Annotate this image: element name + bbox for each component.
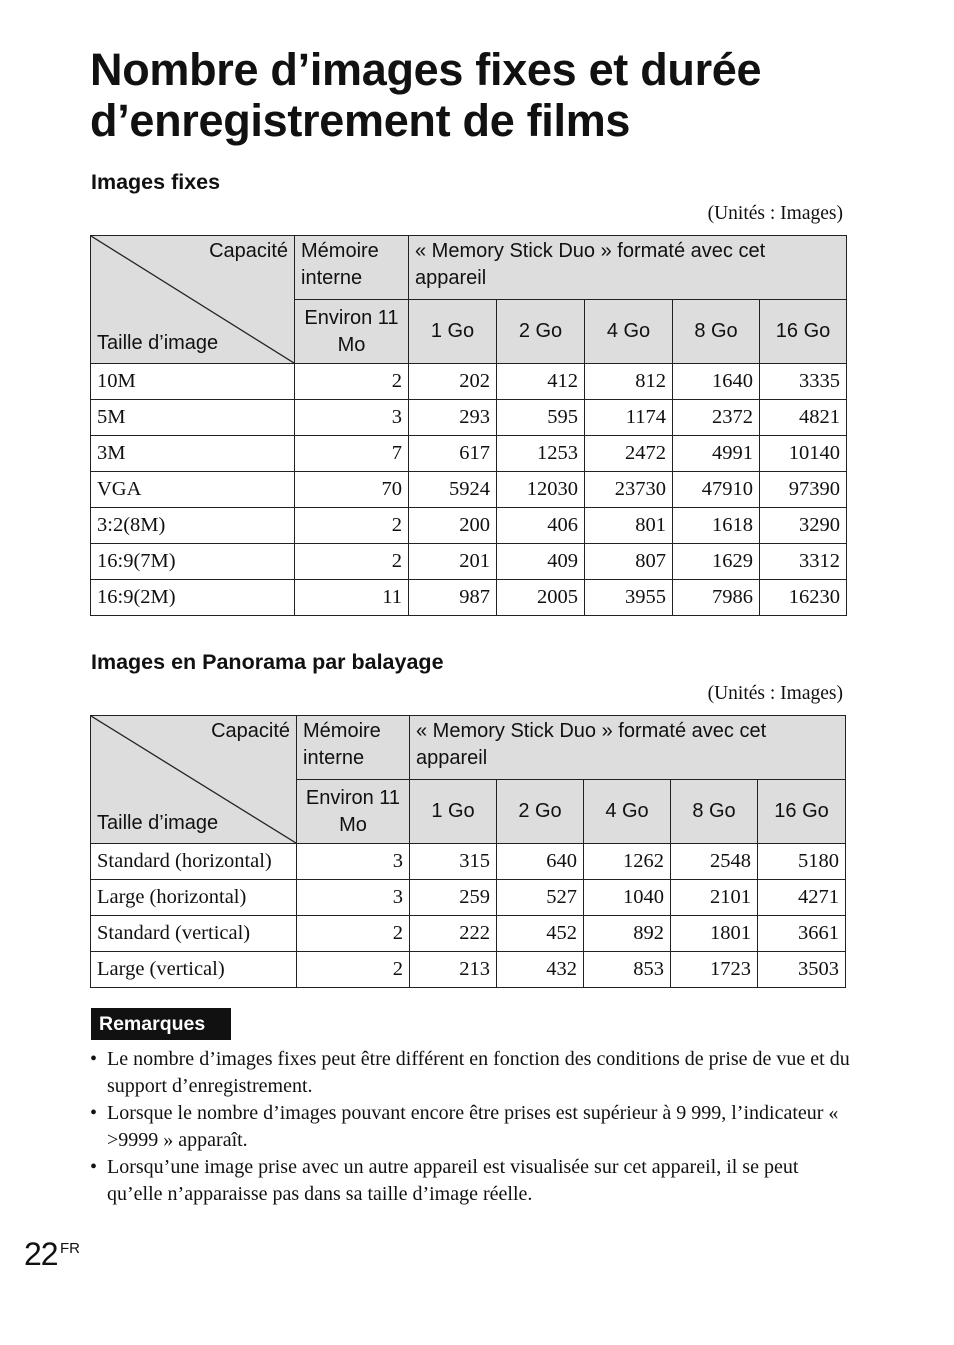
table-cell: 3312 bbox=[760, 544, 847, 580]
memory-stick-header: « Memory Stick Duo » formaté avec cet appareil bbox=[410, 716, 846, 780]
table-cell: 1253 bbox=[497, 436, 585, 472]
column-header: 8 Go bbox=[671, 780, 758, 844]
table-row bbox=[91, 844, 846, 880]
table-cell: 2 bbox=[295, 544, 409, 580]
capacity-label: Capacité bbox=[209, 240, 288, 262]
table-cell: 201 bbox=[409, 544, 497, 580]
table-corner-cell bbox=[91, 716, 297, 844]
table-cell: 200 bbox=[409, 508, 497, 544]
table-cell: 3290 bbox=[760, 508, 847, 544]
notes-list bbox=[90, 1046, 850, 1208]
bullet-icon: • bbox=[90, 1102, 98, 1124]
panorama-table bbox=[90, 715, 846, 988]
internal-memory-header: Mémoire interne bbox=[295, 236, 409, 300]
table-cell: 3661 bbox=[758, 916, 846, 952]
table-cell: 10140 bbox=[760, 436, 847, 472]
table-cell: 293 bbox=[409, 400, 497, 436]
table-cell: 2472 bbox=[585, 436, 673, 472]
page-language-code: FR bbox=[60, 1240, 80, 1257]
table-cell: 807 bbox=[585, 544, 673, 580]
row-label: Large (vertical) bbox=[91, 952, 297, 988]
image-size-label: Taille d’image bbox=[97, 812, 219, 834]
memory-stick-header: « Memory Stick Duo » formaté avec cet appareil bbox=[409, 236, 847, 300]
table-cell: 892 bbox=[584, 916, 671, 952]
table-cell: 432 bbox=[497, 952, 584, 988]
list-item bbox=[90, 1154, 850, 1208]
units-note: (Unités : Images) bbox=[707, 203, 843, 224]
column-header: 2 Go bbox=[497, 780, 584, 844]
table-cell: 1040 bbox=[584, 880, 671, 916]
column-header: Environ 11 Mo bbox=[297, 780, 410, 844]
table-cell: 987 bbox=[409, 580, 497, 616]
table-cell: 617 bbox=[409, 436, 497, 472]
table-cell: 2005 bbox=[497, 580, 585, 616]
table-row bbox=[91, 916, 846, 952]
table-cell: 3 bbox=[297, 844, 410, 880]
table-cell: 1640 bbox=[673, 364, 760, 400]
table-cell: 2 bbox=[297, 916, 410, 952]
table-row bbox=[91, 472, 847, 508]
page-title: Nombre d’images fixes et durée d’enregistrement de films bbox=[90, 44, 762, 146]
list-item bbox=[90, 1100, 850, 1154]
column-header: 2 Go bbox=[497, 300, 585, 364]
table-row bbox=[91, 508, 847, 544]
note-text: Lorsque le nombre d’images pouvant encore être prises est supérieur à 9 999, l’indicateur « >9999 » apparaît. bbox=[107, 1102, 839, 1151]
still-images-table bbox=[90, 235, 847, 616]
table-cell: 595 bbox=[497, 400, 585, 436]
table-row bbox=[91, 364, 847, 400]
table-cell: 2101 bbox=[671, 880, 758, 916]
table-cell: 7986 bbox=[673, 580, 760, 616]
table-cell: 23730 bbox=[585, 472, 673, 508]
table-cell: 3 bbox=[297, 880, 410, 916]
table-cell: 1629 bbox=[673, 544, 760, 580]
table-row bbox=[91, 544, 847, 580]
bullet-icon: • bbox=[90, 1156, 98, 1178]
table-cell: 12030 bbox=[497, 472, 585, 508]
table-cell: 4991 bbox=[673, 436, 760, 472]
table-cell: 406 bbox=[497, 508, 585, 544]
table-cell: 7 bbox=[295, 436, 409, 472]
table-cell: 4821 bbox=[760, 400, 847, 436]
table-row bbox=[91, 400, 847, 436]
units-note: (Unités : Images) bbox=[707, 683, 843, 704]
table-cell: 222 bbox=[410, 916, 497, 952]
table-cell: 2 bbox=[297, 952, 410, 988]
table-cell: 1801 bbox=[671, 916, 758, 952]
list-item bbox=[90, 1046, 850, 1100]
column-header: 16 Go bbox=[760, 300, 847, 364]
table-cell: 2 bbox=[295, 364, 409, 400]
table-cell: 259 bbox=[410, 880, 497, 916]
table-cell: 1618 bbox=[673, 508, 760, 544]
table-cell: 853 bbox=[584, 952, 671, 988]
table-cell: 527 bbox=[497, 880, 584, 916]
page-number: 22 bbox=[24, 1236, 58, 1272]
row-label: 3:2(8M) bbox=[91, 508, 295, 544]
internal-memory-header: Mémoire interne bbox=[297, 716, 410, 780]
table-cell: 5924 bbox=[409, 472, 497, 508]
table-cell: 412 bbox=[497, 364, 585, 400]
column-header: 1 Go bbox=[410, 780, 497, 844]
table-cell: 1174 bbox=[585, 400, 673, 436]
bullet-icon: • bbox=[90, 1048, 98, 1070]
row-label: Large (horizontal) bbox=[91, 880, 297, 916]
image-size-label: Taille d’image bbox=[97, 332, 219, 354]
table-cell: 2548 bbox=[671, 844, 758, 880]
table-cell: 315 bbox=[410, 844, 497, 880]
table-cell: 2 bbox=[295, 508, 409, 544]
table-cell: 47910 bbox=[673, 472, 760, 508]
row-label: 3M bbox=[91, 436, 295, 472]
row-label: Standard (vertical) bbox=[91, 916, 297, 952]
column-header: 4 Go bbox=[584, 780, 671, 844]
row-label: 16:9(2M) bbox=[91, 580, 295, 616]
table-cell: 1262 bbox=[584, 844, 671, 880]
row-label: 16:9(7M) bbox=[91, 544, 295, 580]
table-cell: 11 bbox=[295, 580, 409, 616]
table-cell: 4271 bbox=[758, 880, 846, 916]
table-row bbox=[91, 436, 847, 472]
row-label: Standard (horizontal) bbox=[91, 844, 297, 880]
table-cell: 3955 bbox=[585, 580, 673, 616]
column-header: 4 Go bbox=[585, 300, 673, 364]
table-cell: 3503 bbox=[758, 952, 846, 988]
table-cell: 2372 bbox=[673, 400, 760, 436]
table-cell: 3335 bbox=[760, 364, 847, 400]
column-header: 16 Go bbox=[758, 780, 846, 844]
table-cell: 213 bbox=[410, 952, 497, 988]
capacity-label: Capacité bbox=[211, 720, 290, 742]
table-cell: 452 bbox=[497, 916, 584, 952]
table-row bbox=[91, 880, 846, 916]
section-heading-panorama: Images en Panorama par balayage bbox=[91, 650, 444, 674]
table-cell: 202 bbox=[409, 364, 497, 400]
note-text: Le nombre d’images fixes peut être différent en fonction des conditions de prise de vue et du support d’enregistrement. bbox=[107, 1048, 850, 1097]
row-label: VGA bbox=[91, 472, 295, 508]
column-header: Environ 11 Mo bbox=[295, 300, 409, 364]
table-cell: 97390 bbox=[760, 472, 847, 508]
table-cell: 16230 bbox=[760, 580, 847, 616]
column-header: 8 Go bbox=[673, 300, 760, 364]
table-cell: 1723 bbox=[671, 952, 758, 988]
table-cell: 3 bbox=[295, 400, 409, 436]
table-cell: 801 bbox=[585, 508, 673, 544]
row-label: 5M bbox=[91, 400, 295, 436]
notes-badge: Remarques bbox=[91, 1008, 231, 1040]
table-cell: 5180 bbox=[758, 844, 846, 880]
section-heading-still-images: Images fixes bbox=[91, 170, 221, 194]
table-row bbox=[91, 952, 846, 988]
row-label: 10M bbox=[91, 364, 295, 400]
column-header: 1 Go bbox=[409, 300, 497, 364]
table-row bbox=[91, 580, 847, 616]
table-cell: 812 bbox=[585, 364, 673, 400]
table-cell: 70 bbox=[295, 472, 409, 508]
table-cell: 409 bbox=[497, 544, 585, 580]
table-corner-cell bbox=[91, 236, 295, 364]
table-cell: 640 bbox=[497, 844, 584, 880]
note-text: Lorsqu’une image prise avec un autre appareil est visualisée sur cet appareil, il se peut qu’elle n’apparaisse pas dans sa taille d’image réelle. bbox=[107, 1156, 799, 1205]
